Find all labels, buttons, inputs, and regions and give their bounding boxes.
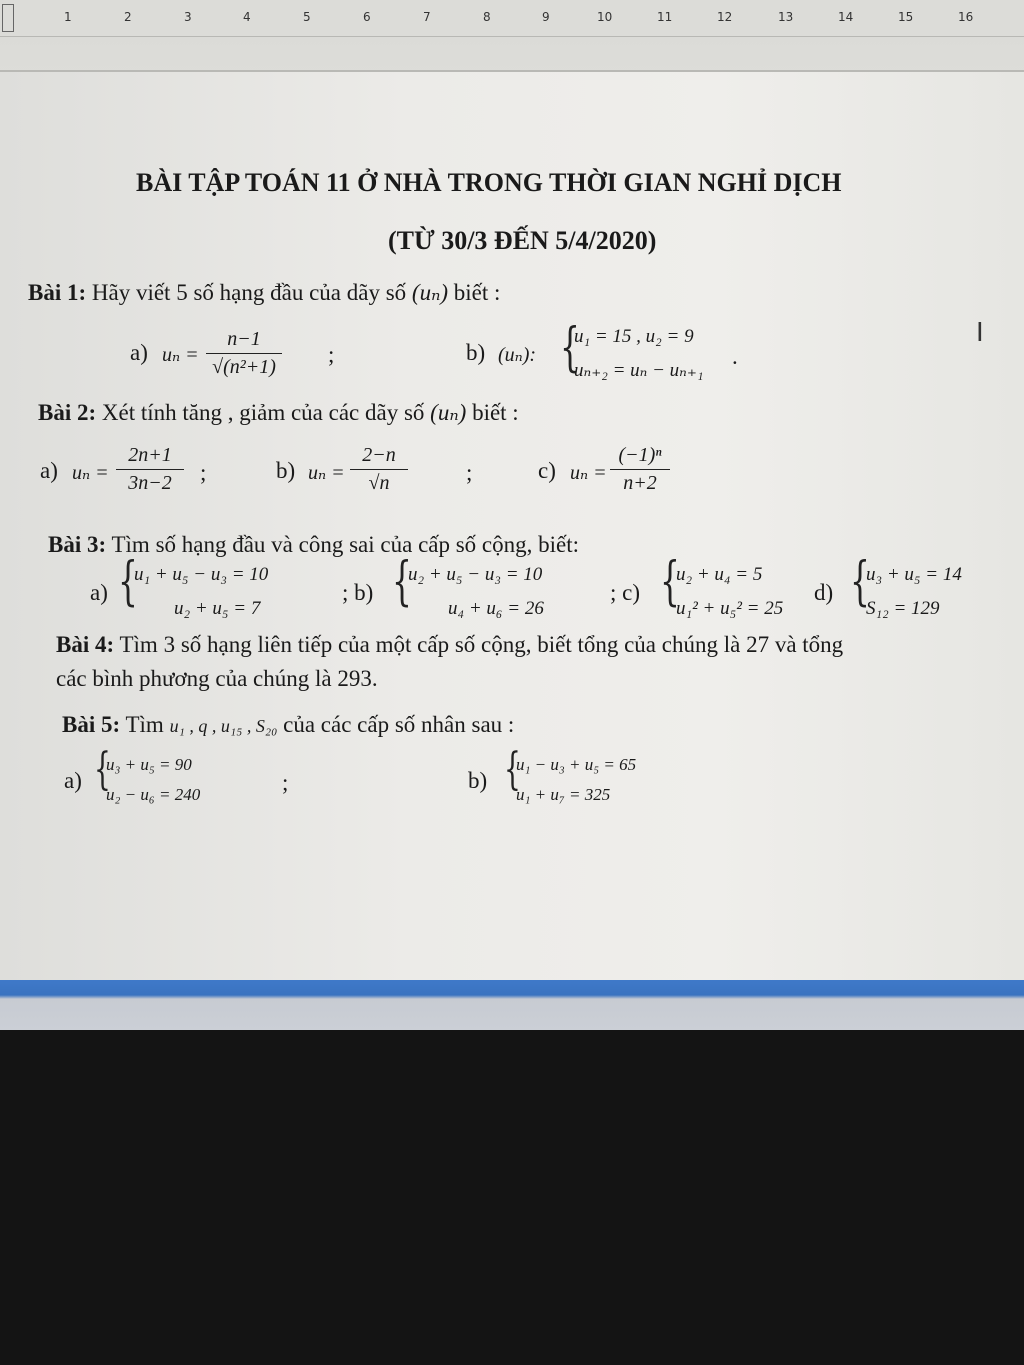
ex1-a-fraction [206,328,282,379]
ex5-a-label: a) [64,768,82,793]
exercise-5-prompt [62,712,514,738]
ruler-mark: 13 [778,10,794,24]
ex2-c-lhs: uₙ = [570,462,607,484]
exercise-3-label: Bài 3: [48,532,107,557]
exercise-4-label: Bài 4: [56,632,115,657]
ruler-mark: 8 [483,10,491,24]
separator: ; [466,460,473,485]
system-line: S₁₂ = 129 [866,598,940,619]
ex3-b-system [408,558,544,626]
ex3-a-system [134,558,268,626]
ruler-mark: 10 [597,10,613,24]
ex1-a-label: a) [130,340,148,365]
ex3-d-system [866,558,962,626]
ex5-b-system [516,750,636,810]
period: . [732,344,738,369]
system-brace: { [660,552,680,612]
ruler-mark: 7 [423,10,431,24]
ruler-mark: 6 [363,10,371,24]
exercise-5-tail: của các cấp số nhân sau : [283,712,515,737]
system-line: u₁ − u₃ + u₅ = 65 [516,755,637,774]
exercise-1-text: Hãy viết 5 số hạng đầu của dãy số [91,280,407,305]
system-brace: { [850,552,870,612]
separator: ; [328,342,335,367]
ex2-b-lhs: uₙ = [308,462,345,484]
separator: ; [200,460,207,485]
ex2-b-fraction [350,444,408,495]
ruler-mark: 16 [958,10,974,24]
exercise-1-label: Bài 1: [28,280,87,305]
document-title: BÀI TẬP TOÁN 11 Ở NHÀ TRONG THỜI GIAN NGHỈ DỊCH [136,168,842,197]
system-brace: { [392,552,412,612]
exercise-5-vars: u₁ , q , u₁₅ , S₂₀ [169,716,278,736]
ex2-b-label: b) [276,458,296,483]
ex2-a-fraction [116,444,184,495]
sequence-symbol: (uₙ) [411,280,449,305]
taskbar[interactable] [0,980,1024,1030]
system-brace: { [118,552,138,612]
system-line: u₂ + u₄ = 5 [676,564,763,585]
ex1-a-numerator: n−1 [206,328,282,354]
system-line: u₄ + u₆ = 26 [448,598,544,619]
ex3-c-system [676,558,783,626]
ruler-mark: 11 [657,10,673,24]
system-line: u₁ + u₇ = 325 [516,785,611,804]
ruler-mark: 9 [542,10,550,24]
ex3-a-label: a) [90,580,108,605]
ex2-a-numerator: 2n+1 [116,444,184,470]
ex1-a-denominator: √(n²+1) [212,356,276,378]
system-brace: { [94,744,111,795]
exercise-2-prompt [38,400,519,426]
ruler-mark: 1 [64,10,72,24]
system-line: u₂ + u₅ = 7 [174,598,261,619]
ex2-c-denominator: n+2 [623,472,657,494]
exercise-2-text: Xét tính tăng , giảm của các dãy số [101,400,425,425]
text-cursor-icon: I [976,318,984,348]
ex1-b-label: b) [466,340,486,365]
ruler-mark: 3 [184,10,192,24]
ex3-b-label: ; b) [342,580,374,605]
exercise-1-tail: biết : [453,280,501,305]
system-line: u₁ = 15 , u₂ = 9 [574,326,694,347]
exercise-5-text: Tìm [125,712,164,737]
system-line: u₃ + u₅ = 14 [866,564,962,585]
ruler-mark: 2 [124,10,132,24]
ex3-d-label: d) [814,580,834,605]
system-line: uₙ₊₂ = uₙ − uₙ₊₁ [574,360,704,381]
system-line: u₁² + u₅² = 25 [676,598,784,619]
ruler-mark: 14 [838,10,854,24]
ex5-b-label: b) [468,768,488,793]
ex2-a-lhs: uₙ = [72,462,109,484]
ex5-a-system [106,750,200,810]
exercise-2-label: Bài 2: [38,400,97,425]
ex2-a-label: a) [40,458,58,483]
system-line: u₁ + u₅ − u₃ = 10 [134,564,269,585]
ex2-c-label: c) [538,458,556,483]
ruler-mark: 4 [243,10,251,24]
ex3-c-label: ; c) [610,580,641,605]
ex1-b-system [574,320,704,388]
exercise-1-prompt [28,280,500,306]
ex2-c-numerator: (−1)ⁿ [610,444,670,470]
ruler-mark: 5 [303,10,311,24]
ex2-b-denominator: √n [368,472,390,494]
horizontal-ruler[interactable] [0,0,1024,37]
exercise-3-text: Tìm số hạng đầu và công sai của cấp số cộng, biết: [111,532,580,557]
ruler-mark: 15 [898,10,914,24]
document-subtitle: (TỪ 30/3 ĐẾN 5/4/2020) [388,226,657,255]
system-line: u₂ − u₆ = 240 [106,785,201,804]
ex1-a-lhs: uₙ = [162,344,199,366]
exercise-4-line-1 [56,632,843,658]
sequence-symbol: (uₙ) [430,400,467,425]
system-line: u₂ + u₅ − u₃ = 10 [408,564,543,585]
ex2-c-fraction [610,444,670,495]
ex1-b-lhs: (uₙ): [498,344,537,366]
system-line: u₃ + u₅ = 90 [106,755,192,774]
tab-selector-icon[interactable] [2,4,14,32]
document-page[interactable] [0,72,1024,980]
ruler-mark: 12 [717,10,733,24]
exercise-2-tail: biết : [472,400,519,425]
ex2-a-denominator: 3n−2 [128,472,172,494]
exercise-5-label: Bài 5: [62,712,121,737]
ex2-b-numerator: 2−n [350,444,408,470]
exercise-4-text: Tìm 3 số hạng liên tiếp của một cấp số cộng, biết tổng của chúng là 27 và tổng [119,632,844,657]
separator: ; [282,770,289,795]
system-brace: { [504,744,521,795]
system-brace: { [560,318,580,378]
exercise-4-line-2: các bình phương của chúng là 293. [56,666,378,691]
